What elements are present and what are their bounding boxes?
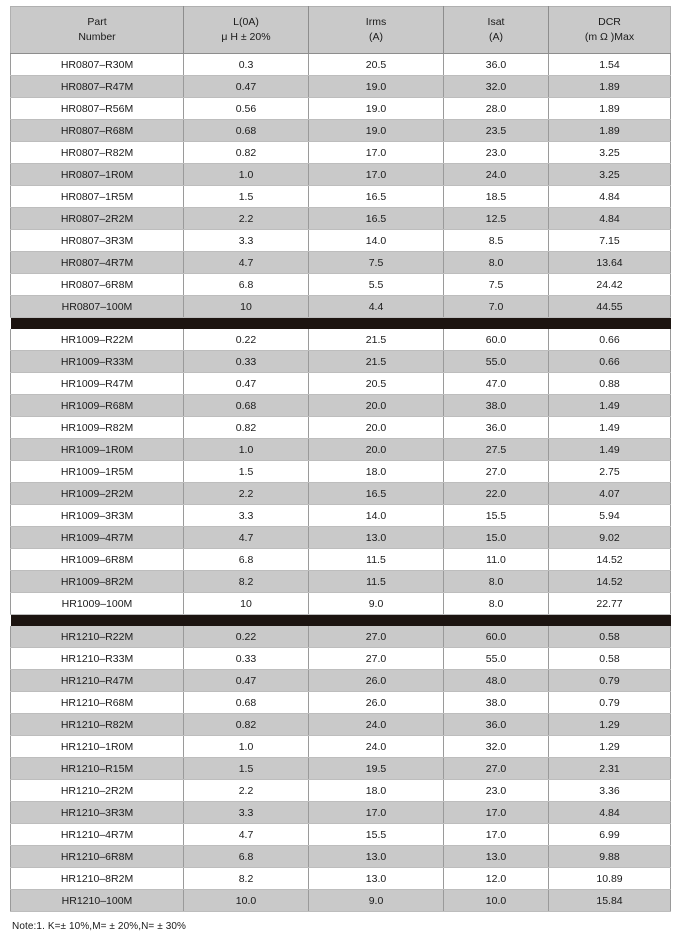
table-row <box>11 274 671 296</box>
cell-part-number: HR0807–R68M <box>11 120 184 142</box>
cell-irms: 15.5 <box>309 824 444 846</box>
cell-l0a: 0.82 <box>184 417 309 439</box>
table-row <box>11 76 671 98</box>
cell-dcr: 1.49 <box>549 417 671 439</box>
cell-irms: 11.5 <box>309 571 444 593</box>
cell-isat: 27.0 <box>444 758 549 780</box>
table-row <box>11 802 671 824</box>
cell-irms: 21.5 <box>309 329 444 351</box>
cell-isat: 8.0 <box>444 571 549 593</box>
cell-isat: 23.0 <box>444 142 549 164</box>
cell-l0a: 0.33 <box>184 351 309 373</box>
cell-isat: 24.0 <box>444 164 549 186</box>
cell-dcr: 5.94 <box>549 505 671 527</box>
column-header-part-number-line2: Number <box>78 31 116 43</box>
cell-isat: 12.5 <box>444 208 549 230</box>
cell-irms: 18.0 <box>309 461 444 483</box>
table-row <box>11 593 671 615</box>
cell-part-number: HR0807–100M <box>11 296 184 318</box>
table-row <box>11 252 671 274</box>
cell-l0a: 3.3 <box>184 802 309 824</box>
cell-dcr: 24.42 <box>549 274 671 296</box>
cell-l0a: 1.0 <box>184 439 309 461</box>
cell-isat: 60.0 <box>444 626 549 648</box>
table-note: Note:1. K=± 10%,M= ± 20%,N= ± 30% <box>12 921 187 932</box>
table-row <box>11 296 671 318</box>
cell-l0a: 10 <box>184 296 309 318</box>
table-row <box>11 186 671 208</box>
table-row <box>11 461 671 483</box>
cell-l0a: 1.5 <box>184 758 309 780</box>
cell-part-number: HR1210–100M <box>11 890 184 912</box>
cell-isat: 38.0 <box>444 692 549 714</box>
cell-irms: 17.0 <box>309 802 444 824</box>
cell-dcr: 1.29 <box>549 736 671 758</box>
cell-part-number: HR1009–R47M <box>11 373 184 395</box>
cell-l0a: 0.82 <box>184 142 309 164</box>
table-row <box>11 868 671 890</box>
column-header-irms <box>309 7 444 54</box>
cell-isat: 10.0 <box>444 890 549 912</box>
cell-irms: 9.0 <box>309 593 444 615</box>
cell-l0a: 8.2 <box>184 868 309 890</box>
cell-part-number: HR1210–8R2M <box>11 868 184 890</box>
cell-irms: 17.0 <box>309 142 444 164</box>
cell-l0a: 0.3 <box>184 54 309 76</box>
cell-isat: 47.0 <box>444 373 549 395</box>
table-row <box>11 208 671 230</box>
table-header <box>11 7 671 54</box>
cell-l0a: 0.68 <box>184 395 309 417</box>
cell-irms: 11.5 <box>309 549 444 571</box>
cell-irms: 13.0 <box>309 868 444 890</box>
cell-isat: 7.5 <box>444 274 549 296</box>
cell-dcr: 0.66 <box>549 351 671 373</box>
cell-l0a: 3.3 <box>184 230 309 252</box>
cell-dcr: 0.66 <box>549 329 671 351</box>
table-row <box>11 164 671 186</box>
cell-l0a: 4.7 <box>184 252 309 274</box>
cell-isat: 27.5 <box>444 439 549 461</box>
cell-isat: 36.0 <box>444 714 549 736</box>
cell-isat: 8.0 <box>444 252 549 274</box>
cell-dcr: 0.79 <box>549 670 671 692</box>
cell-dcr: 22.77 <box>549 593 671 615</box>
cell-isat: 15.5 <box>444 505 549 527</box>
cell-isat: 55.0 <box>444 648 549 670</box>
cell-l0a: 2.2 <box>184 208 309 230</box>
cell-part-number: HR1210–R22M <box>11 626 184 648</box>
cell-isat: 55.0 <box>444 351 549 373</box>
cell-isat: 32.0 <box>444 76 549 98</box>
cell-irms: 18.0 <box>309 780 444 802</box>
cell-irms: 19.0 <box>309 76 444 98</box>
cell-l0a: 1.5 <box>184 461 309 483</box>
cell-part-number: HR1009–R82M <box>11 417 184 439</box>
cell-part-number: HR0807–R56M <box>11 98 184 120</box>
cell-dcr: 4.84 <box>549 802 671 824</box>
table-row <box>11 780 671 802</box>
cell-isat: 22.0 <box>444 483 549 505</box>
table-row <box>11 736 671 758</box>
cell-part-number: HR1009–R33M <box>11 351 184 373</box>
table-row <box>11 824 671 846</box>
column-header-part-number <box>11 7 184 54</box>
cell-part-number: HR1009–3R3M <box>11 505 184 527</box>
group-separator-bar <box>11 615 671 627</box>
inductor-spec-table <box>10 6 671 912</box>
table-row <box>11 417 671 439</box>
table-row <box>11 846 671 868</box>
cell-isat: 23.5 <box>444 120 549 142</box>
cell-irms: 19.0 <box>309 120 444 142</box>
cell-part-number: HR1009–100M <box>11 593 184 615</box>
cell-isat: 27.0 <box>444 461 549 483</box>
cell-dcr: 1.54 <box>549 54 671 76</box>
cell-part-number: HR1210–4R7M <box>11 824 184 846</box>
cell-isat: 7.0 <box>444 296 549 318</box>
cell-isat: 48.0 <box>444 670 549 692</box>
cell-isat: 13.0 <box>444 846 549 868</box>
column-header-inductance-line1: L(0A) <box>233 15 259 28</box>
table-row <box>11 758 671 780</box>
cell-irms: 27.0 <box>309 648 444 670</box>
cell-isat: 28.0 <box>444 98 549 120</box>
cell-dcr: 2.31 <box>549 758 671 780</box>
cell-irms: 19.5 <box>309 758 444 780</box>
cell-irms: 20.5 <box>309 54 444 76</box>
cell-l0a: 0.47 <box>184 670 309 692</box>
cell-dcr: 14.52 <box>549 549 671 571</box>
table-row <box>11 54 671 76</box>
cell-dcr: 0.58 <box>549 626 671 648</box>
column-header-dcr <box>549 7 671 54</box>
cell-l0a: 0.33 <box>184 648 309 670</box>
cell-dcr: 0.79 <box>549 692 671 714</box>
cell-irms: 5.5 <box>309 274 444 296</box>
cell-dcr: 3.25 <box>549 142 671 164</box>
cell-l0a: 0.56 <box>184 98 309 120</box>
cell-irms: 14.0 <box>309 505 444 527</box>
table-row <box>11 670 671 692</box>
cell-l0a: 8.2 <box>184 571 309 593</box>
table-row <box>11 230 671 252</box>
cell-dcr: 1.49 <box>549 395 671 417</box>
cell-part-number: HR1210–3R3M <box>11 802 184 824</box>
cell-dcr: 3.25 <box>549 164 671 186</box>
cell-irms: 24.0 <box>309 714 444 736</box>
cell-isat: 32.0 <box>444 736 549 758</box>
cell-isat: 11.0 <box>444 549 549 571</box>
table-row <box>11 692 671 714</box>
cell-isat: 60.0 <box>444 329 549 351</box>
cell-part-number: HR0807–6R8M <box>11 274 184 296</box>
column-header-part-number-line1: Part <box>87 15 107 28</box>
cell-part-number: HR1210–R33M <box>11 648 184 670</box>
cell-dcr: 14.52 <box>549 571 671 593</box>
cell-irms: 4.4 <box>309 296 444 318</box>
cell-l0a: 6.8 <box>184 274 309 296</box>
column-header-isat-line1: Isat <box>487 15 505 28</box>
cell-l0a: 0.82 <box>184 714 309 736</box>
cell-irms: 24.0 <box>309 736 444 758</box>
cell-irms: 13.0 <box>309 527 444 549</box>
cell-part-number: HR1210–R82M <box>11 714 184 736</box>
cell-irms: 26.0 <box>309 670 444 692</box>
cell-part-number: HR0807–R30M <box>11 54 184 76</box>
cell-irms: 7.5 <box>309 252 444 274</box>
group-separator <box>11 318 671 330</box>
cell-l0a: 0.47 <box>184 76 309 98</box>
group-separator-bar <box>11 318 671 330</box>
column-header-dcr-line2: (m Ω )Max <box>584 31 635 43</box>
cell-irms: 9.0 <box>309 890 444 912</box>
table-row <box>11 351 671 373</box>
cell-l0a: 2.2 <box>184 483 309 505</box>
cell-irms: 13.0 <box>309 846 444 868</box>
table-row <box>11 549 671 571</box>
cell-dcr: 9.88 <box>549 846 671 868</box>
cell-part-number: HR1009–2R2M <box>11 483 184 505</box>
cell-l0a: 4.7 <box>184 527 309 549</box>
cell-irms: 19.0 <box>309 98 444 120</box>
cell-isat: 23.0 <box>444 780 549 802</box>
table-row <box>11 648 671 670</box>
cell-part-number: HR1210–2R2M <box>11 780 184 802</box>
cell-part-number: HR1009–8R2M <box>11 571 184 593</box>
table-row <box>11 483 671 505</box>
cell-isat: 36.0 <box>444 54 549 76</box>
cell-irms: 20.5 <box>309 373 444 395</box>
cell-dcr: 0.58 <box>549 648 671 670</box>
cell-irms: 20.0 <box>309 439 444 461</box>
cell-irms: 16.5 <box>309 483 444 505</box>
cell-irms: 16.5 <box>309 186 444 208</box>
cell-isat: 12.0 <box>444 868 549 890</box>
table-row <box>11 373 671 395</box>
cell-l0a: 1.5 <box>184 186 309 208</box>
cell-part-number: HR1009–R68M <box>11 395 184 417</box>
cell-irms: 16.5 <box>309 208 444 230</box>
cell-l0a: 6.8 <box>184 549 309 571</box>
cell-part-number: HR0807–R47M <box>11 76 184 98</box>
cell-part-number: HR1009–1R0M <box>11 439 184 461</box>
cell-l0a: 2.2 <box>184 780 309 802</box>
cell-part-number: HR1009–4R7M <box>11 527 184 549</box>
cell-l0a: 1.0 <box>184 164 309 186</box>
cell-dcr: 1.29 <box>549 714 671 736</box>
cell-isat: 36.0 <box>444 417 549 439</box>
cell-l0a: 1.0 <box>184 736 309 758</box>
cell-dcr: 13.64 <box>549 252 671 274</box>
cell-irms: 20.0 <box>309 417 444 439</box>
cell-isat: 17.0 <box>444 824 549 846</box>
column-header-irms-line2: (A) <box>369 31 383 43</box>
cell-dcr: 4.84 <box>549 186 671 208</box>
cell-part-number: HR0807–2R2M <box>11 208 184 230</box>
cell-part-number: HR1210–6R8M <box>11 846 184 868</box>
column-header-inductance-line2: μ H ± 20% <box>221 31 271 43</box>
cell-l0a: 4.7 <box>184 824 309 846</box>
cell-irms: 20.0 <box>309 395 444 417</box>
table-row <box>11 571 671 593</box>
cell-irms: 27.0 <box>309 626 444 648</box>
cell-isat: 17.0 <box>444 802 549 824</box>
cell-l0a: 0.68 <box>184 120 309 142</box>
table-row <box>11 439 671 461</box>
cell-part-number: HR1210–R68M <box>11 692 184 714</box>
table-body <box>11 54 671 912</box>
cell-part-number: HR1210–1R0M <box>11 736 184 758</box>
group-separator <box>11 615 671 627</box>
cell-dcr: 9.02 <box>549 527 671 549</box>
table-row <box>11 714 671 736</box>
cell-l0a: 0.22 <box>184 329 309 351</box>
cell-dcr: 0.88 <box>549 373 671 395</box>
cell-part-number: HR1210–R47M <box>11 670 184 692</box>
table-row <box>11 890 671 912</box>
cell-isat: 15.0 <box>444 527 549 549</box>
cell-irms: 21.5 <box>309 351 444 373</box>
cell-dcr: 4.84 <box>549 208 671 230</box>
cell-irms: 26.0 <box>309 692 444 714</box>
cell-dcr: 15.84 <box>549 890 671 912</box>
cell-dcr: 1.49 <box>549 439 671 461</box>
cell-l0a: 6.8 <box>184 846 309 868</box>
cell-part-number: HR0807–4R7M <box>11 252 184 274</box>
column-header-isat-line2: (A) <box>489 31 503 43</box>
cell-l0a: 0.68 <box>184 692 309 714</box>
cell-l0a: 0.47 <box>184 373 309 395</box>
cell-dcr: 4.07 <box>549 483 671 505</box>
column-header-inductance <box>184 7 309 54</box>
table-row <box>11 120 671 142</box>
cell-l0a: 10 <box>184 593 309 615</box>
table-row <box>11 626 671 648</box>
cell-dcr: 6.99 <box>549 824 671 846</box>
cell-part-number: HR1009–1R5M <box>11 461 184 483</box>
cell-dcr: 1.89 <box>549 98 671 120</box>
cell-dcr: 7.15 <box>549 230 671 252</box>
cell-dcr: 44.55 <box>549 296 671 318</box>
cell-part-number: HR0807–R82M <box>11 142 184 164</box>
cell-dcr: 1.89 <box>549 76 671 98</box>
cell-part-number: HR1009–R22M <box>11 329 184 351</box>
cell-l0a: 3.3 <box>184 505 309 527</box>
column-header-isat <box>444 7 549 54</box>
cell-part-number: HR0807–1R5M <box>11 186 184 208</box>
cell-part-number: HR0807–3R3M <box>11 230 184 252</box>
table-row <box>11 395 671 417</box>
table-row <box>11 142 671 164</box>
table-row <box>11 98 671 120</box>
column-header-dcr-line1: DCR <box>598 15 621 28</box>
cell-dcr: 3.36 <box>549 780 671 802</box>
cell-isat: 18.5 <box>444 186 549 208</box>
cell-dcr: 2.75 <box>549 461 671 483</box>
table-row <box>11 527 671 549</box>
cell-part-number: HR1009–6R8M <box>11 549 184 571</box>
cell-irms: 14.0 <box>309 230 444 252</box>
cell-part-number: HR1210–R15M <box>11 758 184 780</box>
cell-l0a: 0.22 <box>184 626 309 648</box>
column-header-irms-line1: Irms <box>365 15 387 28</box>
table-row <box>11 329 671 351</box>
table-header-row <box>11 7 671 54</box>
cell-dcr: 1.89 <box>549 120 671 142</box>
cell-isat: 8.5 <box>444 230 549 252</box>
table-row <box>11 505 671 527</box>
cell-isat: 38.0 <box>444 395 549 417</box>
cell-irms: 17.0 <box>309 164 444 186</box>
cell-l0a: 10.0 <box>184 890 309 912</box>
cell-part-number: HR0807–1R0M <box>11 164 184 186</box>
cell-dcr: 10.89 <box>549 868 671 890</box>
cell-isat: 8.0 <box>444 593 549 615</box>
